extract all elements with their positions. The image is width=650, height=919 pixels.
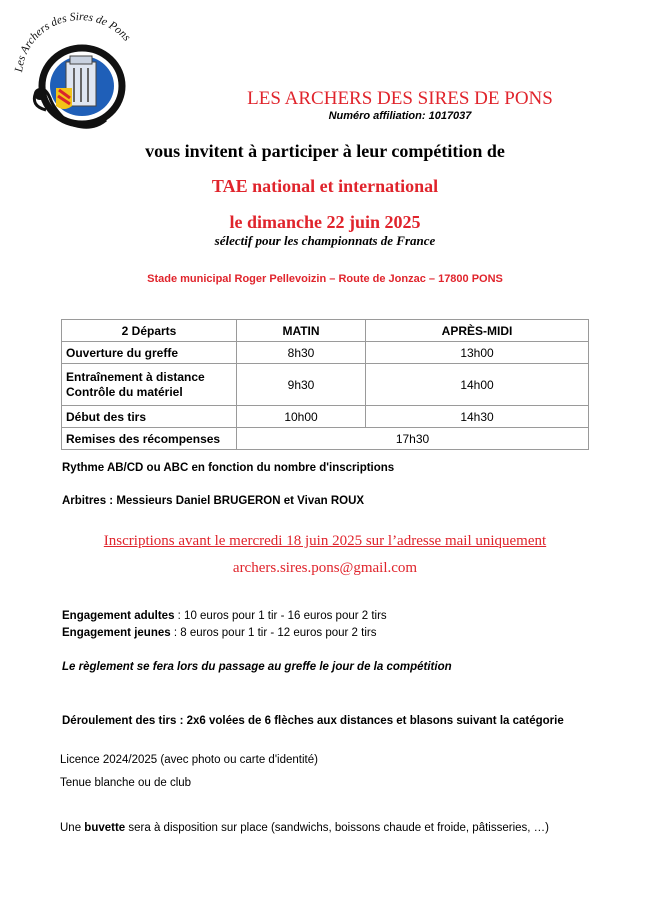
row-label-line: Entraînement à distance [66,369,205,384]
cell-matin: 8h30 [237,342,366,364]
payment-note: Le règlement se fera lors du passage au greffe le jour de la compétition [62,661,452,673]
event-date: le dimanche 22 juin 2025 [229,212,421,232]
fee-youth-text: : 8 euros pour 1 tir - 12 euros pour 2 tirs [170,627,377,639]
table-row [62,406,589,428]
row-label [62,364,237,406]
cell-matin: 10h00 [237,406,366,428]
judges-info: Arbitres : Messieurs Daniel BRUGERON et Vivan ROUX [62,495,365,507]
refreshments-bold: buvette [84,822,126,834]
fee-adults-text: : 10 euros pour 1 tir - 16 euros pour 2 tirs [174,610,387,622]
cell-apres-midi: 13h00 [366,342,589,364]
venue-address: Stade municipal Roger Pellevoizin – Route de Jonzac – 17800 PONS [147,273,503,285]
affiliation-number: Numéro affiliation: 1017037 [328,110,472,122]
cell-matin: 9h30 [237,364,366,406]
licence-requirement: Licence 2024/2025 (avec photo ou carte d'identité) [60,754,318,766]
row-label: Remises des récompenses [62,428,237,450]
table-row [62,364,589,406]
club-logo [10,10,150,134]
schedule-table [61,319,589,450]
selection-note: sélectif pour les championnats de France [214,233,436,248]
row-label-line: Contrôle du matériel [66,384,183,399]
logo-arc-text: Les Archers des Sires de Pons [13,11,133,73]
table-row [62,342,589,364]
cell-apres-midi: 14h00 [366,364,589,406]
table-row [62,428,589,450]
table-header-row [62,320,589,342]
header-apres-midi: APRÈS-MIDI [366,320,589,342]
invitation-text: vous invitent à participer à leur compétition de [145,141,505,161]
header-departs: 2 Départs [62,320,237,342]
refreshments-info [60,822,549,834]
dress-code: Tenue blanche ou de club [60,777,192,789]
event-title: TAE national et international [211,176,439,196]
cell-apres-midi: 14h30 [366,406,589,428]
row-label: Ouverture du greffe [62,342,237,364]
fee-youth-label: Engagement jeunes [62,627,171,639]
header-matin: MATIN [237,320,366,342]
cell-awards-time: 17h30 [237,428,589,450]
contact-email[interactable]: archers.sires.pons@gmail.com [232,560,418,576]
fee-adults [62,610,387,622]
fee-youth [62,627,376,639]
fee-adults-label: Engagement adultes [62,610,175,622]
refreshments-pre: Une [60,822,85,834]
shooting-format: Déroulement des tirs : 2x6 volées de 6 flèches aux distances et blasons suivant la catégorie [62,715,564,727]
rhythm-info: Rythme AB/CD ou ABC en fonction du nombre d'inscriptions [62,462,395,474]
org-title: LES ARCHERS DES SIRES DE PONS [247,88,553,109]
refreshments-post: sera à disposition sur place (sandwichs, boissons chaude et froide, pâtisseries, …) [125,822,549,834]
registration-deadline: Inscriptions avant le mercredi 18 juin 2025 sur l’adresse mail uniquement [103,533,547,549]
row-label: Début des tirs [62,406,237,428]
